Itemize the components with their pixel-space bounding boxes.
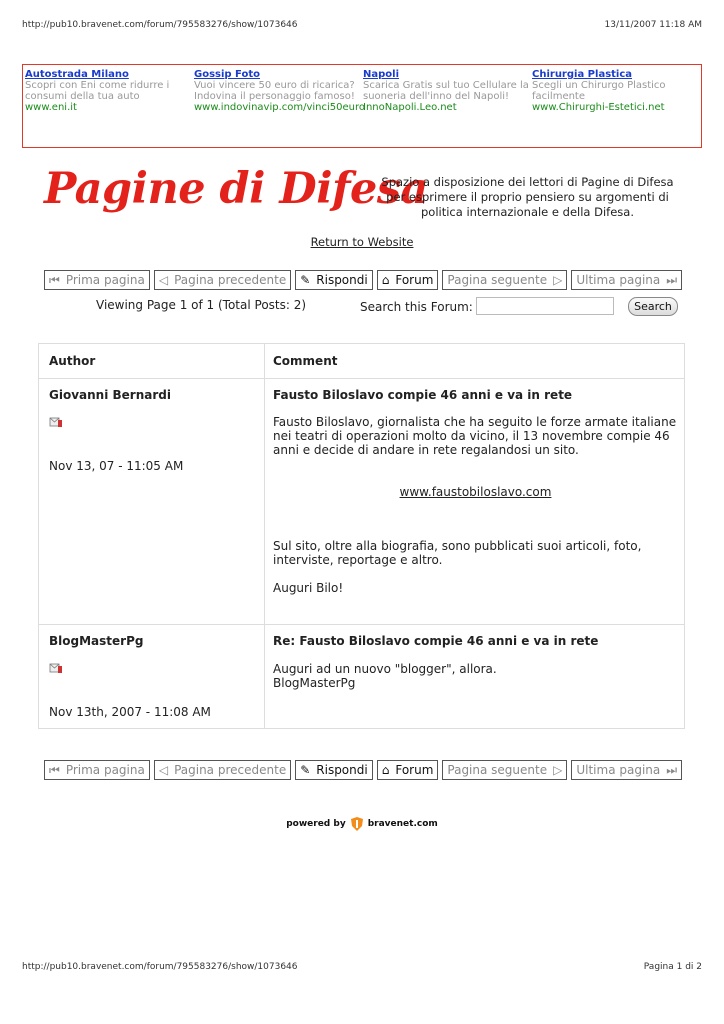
left-triangle-icon: ◁: [158, 763, 169, 777]
first-page-label: Prima pagina: [65, 763, 145, 777]
previous-page-button[interactable]: [154, 270, 291, 290]
previous-page-button[interactable]: [154, 760, 291, 780]
first-page-button[interactable]: [44, 760, 150, 780]
ad-title-link[interactable]: Napoli: [363, 69, 400, 80]
ad-url[interactable]: www.Chirurghi-Estetici.net: [532, 102, 665, 113]
post-author[interactable]: Giovanni Bernardi: [49, 388, 171, 402]
posts-table: [38, 343, 685, 729]
bravenet-brand: bravenet.com: [367, 819, 438, 829]
last-page-icon: ⏭: [666, 763, 678, 777]
column-divider: [264, 344, 265, 728]
home-icon: ⌂: [381, 273, 390, 287]
site-logo: Pagine di Difesa: [44, 164, 428, 214]
next-page-button[interactable]: [442, 760, 567, 780]
reply-button[interactable]: [295, 270, 373, 290]
last-page-label: Ultima pagina: [576, 273, 661, 287]
post-date: Nov 13th, 2007 - 11:08 AM: [49, 705, 211, 719]
print-url: http://pub10.bravenet.com/forum/795583276/show/1073646: [22, 20, 298, 30]
private-message-icon[interactable]: [49, 416, 63, 428]
first-page-button[interactable]: [44, 270, 150, 290]
ad-url[interactable]: www.indovinavip.com/vinci50euro: [194, 102, 366, 113]
print-page-number: Pagina 1 di 2: [643, 962, 702, 972]
post-subject: Re: Fausto Biloslavo compie 46 anni e va in rete: [273, 634, 599, 648]
last-page-button[interactable]: [571, 270, 682, 290]
ad-bar: [22, 64, 702, 148]
reply-label: Rispondi: [316, 273, 368, 287]
ad-item: [194, 69, 366, 113]
left-triangle-icon: ◁: [158, 273, 169, 287]
next-page-button[interactable]: [442, 270, 567, 290]
home-icon: ⌂: [381, 763, 390, 777]
forum-home-button[interactable]: [377, 270, 439, 290]
ad-title-link[interactable]: Gossip Foto: [194, 69, 260, 80]
forum-nav-top: [44, 270, 682, 290]
post-subject: Fausto Biloslavo compie 46 anni e va in rete: [273, 388, 573, 402]
pencil-icon: ✎: [300, 273, 311, 287]
print-header: [22, 20, 702, 30]
search-input[interactable]: [476, 297, 614, 315]
ad-description: Scegli un Chirurgo Plastico facilmente: [532, 80, 666, 102]
post-date: Nov 13, 07 - 11:05 AM: [49, 459, 184, 473]
forum-home-button[interactable]: [377, 760, 439, 780]
ad-url[interactable]: www.eni.it: [25, 102, 77, 113]
ad-title-link[interactable]: Autostrada Milano: [25, 69, 129, 80]
ad-item: [25, 69, 191, 113]
previous-page-label: Pagina precedente: [174, 763, 287, 777]
last-page-icon: ⏭: [666, 273, 678, 287]
ad-description: Vuoi vincere 50 euro di ricarica? Indovina il personaggio famoso!: [194, 80, 355, 102]
site-tagline: Spazio a disposizione dei lettori di Pagine di Difesa per esprimere il proprio pensiero su argomenti di politica internazionale e della Difesa.: [381, 175, 674, 219]
author-column-header: Author: [49, 354, 96, 368]
row-divider: [39, 378, 684, 379]
return-link-wrap: [0, 235, 724, 249]
last-page-button[interactable]: [571, 760, 682, 780]
powered-by-label: powered by: [286, 819, 346, 829]
first-page-icon: ⏮: [49, 273, 60, 287]
next-page-label: Pagina seguente: [447, 763, 548, 777]
post-paragraph: Auguri Bilo!: [273, 581, 344, 595]
ad-item: [363, 69, 529, 113]
post-paragraph: Sul sito, oltre alla biografia, sono pubblicati suoi articoli, foto, interviste, reportage e altro.: [273, 539, 642, 567]
row-divider: [39, 624, 684, 625]
print-footer: [22, 962, 702, 972]
post-paragraph: Fausto Biloslavo, giornalista che ha seguito le forze armate italiane nei teatri di operazioni molto da vicino, il 13 novembre compie 46 anni e decide di andare in rete regalandosi un sito.: [273, 415, 677, 457]
print-datetime: 13/11/2007 11:18 AM: [604, 20, 702, 30]
ad-description: Scopri con Eni come ridurre i consumi della tua auto: [25, 80, 170, 102]
last-page-label: Ultima pagina: [576, 763, 661, 777]
right-triangle-icon: ▷: [553, 763, 563, 777]
powered-by-bravenet[interactable]: [0, 816, 724, 832]
page-count-text: Viewing Page 1 of 1 (Total Posts: 2): [96, 298, 307, 312]
ad-item: [532, 69, 698, 113]
reply-button[interactable]: [295, 760, 373, 780]
search-button[interactable]: Search: [628, 297, 678, 316]
forum-nav-bottom: [44, 760, 682, 780]
post-signature: BlogMasterPg: [273, 676, 356, 690]
private-message-icon[interactable]: [49, 662, 63, 674]
ad-title-link[interactable]: Chirurgia Plastica: [532, 69, 633, 80]
right-triangle-icon: ▷: [553, 273, 563, 287]
website-link[interactable]: www.faustobiloslavo.com: [399, 485, 552, 499]
ad-description: Scarica Gratis sul tuo Cellulare la suoneria dell'inno del Napoli!: [363, 80, 529, 102]
print-url: http://pub10.bravenet.com/forum/795583276/show/1073646: [22, 962, 298, 972]
post-author[interactable]: BlogMasterPg: [49, 634, 144, 648]
forum-label: Forum: [395, 763, 434, 777]
forum-label: Forum: [395, 273, 434, 287]
reply-label: Rispondi: [316, 763, 368, 777]
post-body: [273, 662, 678, 690]
post-body: [273, 415, 678, 595]
bravenet-shield-icon: [350, 816, 364, 832]
ad-url[interactable]: InnoNapoli.Leo.net: [363, 102, 457, 113]
first-page-label: Prima pagina: [65, 273, 145, 287]
previous-page-label: Pagina precedente: [174, 273, 287, 287]
return-to-website-link[interactable]: Return to Website: [310, 235, 414, 249]
pencil-icon: ✎: [300, 763, 311, 777]
comment-column-header: Comment: [273, 354, 338, 368]
post-paragraph: Auguri ad un nuovo "blogger", allora.: [273, 662, 497, 676]
first-page-icon: ⏮: [49, 763, 60, 777]
search-label: Search this Forum:: [360, 300, 473, 314]
next-page-label: Pagina seguente: [447, 273, 548, 287]
